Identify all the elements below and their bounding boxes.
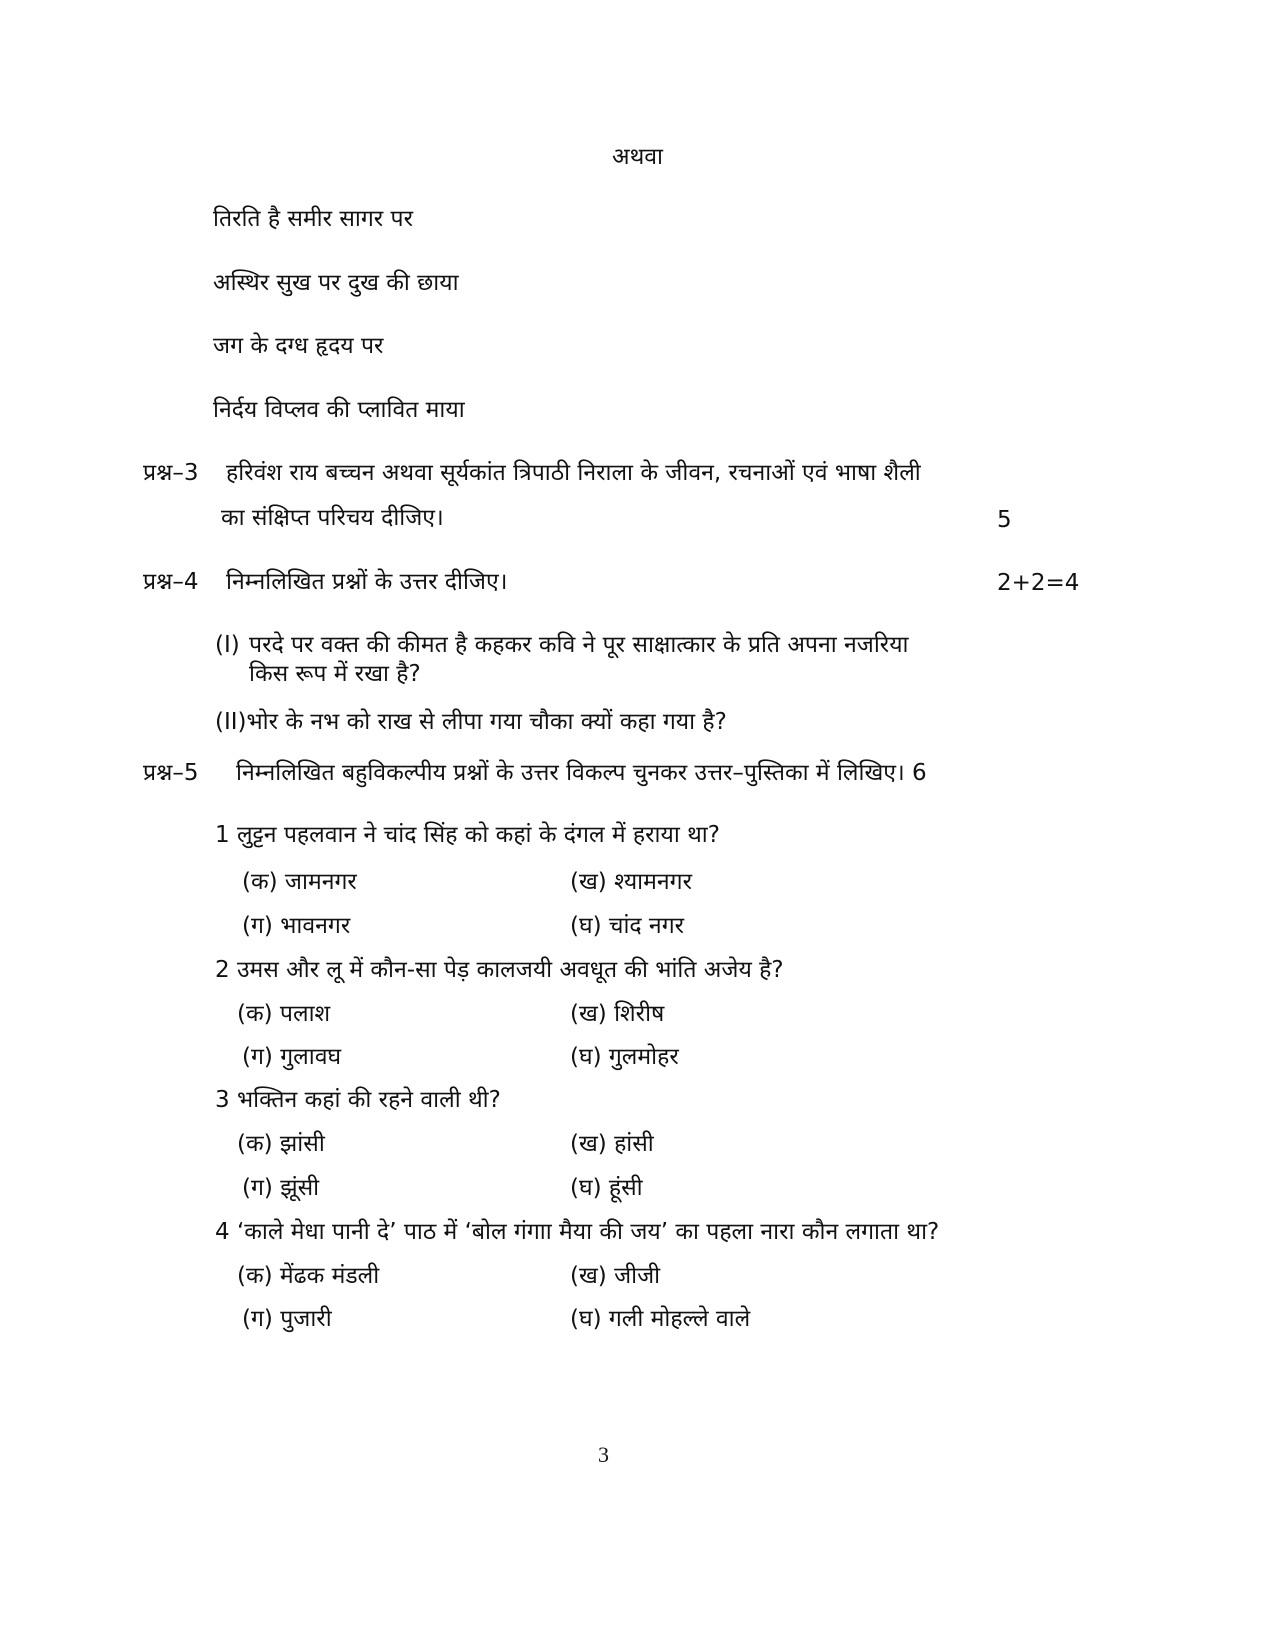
mcq-option: (ख) जीजी <box>570 1263 661 1289</box>
mcq-option: (क) जामनगर <box>242 869 357 895</box>
q3-marks: 5 <box>997 507 1012 533</box>
section-heading: अथवा <box>612 144 664 170</box>
poem-line: जग के दग्ध हृदय पर <box>213 333 384 359</box>
mcq-option: (क) झांसी <box>237 1131 325 1157</box>
q4-label: प्रश्न–4 <box>143 569 199 595</box>
mcq-option: (घ) चांद नगर <box>570 913 685 939</box>
q4-sub1-line: किस रूप में रखा है? <box>249 661 421 687</box>
mcq-question: 4 ‘काले मेधा पानी दे’ पाठ में ‘बोल गंगाा मैया की जय’ का पहला नारा कौन लगाता था? <box>215 1219 940 1245</box>
mcq-option: (ख) श्यामनगर <box>570 869 693 895</box>
q5-label: प्रश्न–5 <box>143 760 199 786</box>
mcq-option: (क) पलाश <box>237 1001 331 1027</box>
mcq-question: 2 उमस और लू में कौन-सा पेड़ कालजयी अवधूत की भांति अजेय है? <box>215 957 784 983</box>
poem-line: तिरति है समीर सागर पर <box>213 206 413 232</box>
q4-sub1-marker: (I) <box>215 632 240 658</box>
q3-text-line: का संक्षिप्त परिचय दीजिए। <box>221 505 444 531</box>
q4-sub2: (II)भोर के नभ को राख से लीपा गया चौका क्यों कहा गया है? <box>215 709 727 735</box>
poem-line: अस्थिर सुख पर दुख की छाया <box>213 270 459 296</box>
mcq-option: (घ) गली मोहल्ले वाले <box>570 1306 751 1332</box>
q3-text-line: हरिवंश राय बच्चन अथवा सूर्यकांत त्रिपाठी निराला के जीवन, रचनाओं एवं भाषा शैली <box>226 460 921 486</box>
mcq-question: 3 भक्तिन कहां की रहने वाली थी? <box>215 1087 501 1113</box>
q4-sub1-line: परदे पर वक्त की कीमत है कहकर कवि ने पूर साक्षात्कार के प्रति अपना नजरिया <box>249 632 909 658</box>
mcq-option: (ख) हांसी <box>570 1131 654 1157</box>
mcq-question: 1 लुट्टन पहलवान ने चांद सिंह को कहां के दंगल में हराया था? <box>215 822 720 848</box>
q4-text: निम्नलिखित प्रश्नों के उत्तर दीजिए। <box>226 569 508 595</box>
mcq-option: (ग) झूंसी <box>242 1175 320 1201</box>
mcq-option: (ग) पुजारी <box>242 1306 332 1332</box>
poem-line: निर्दय विप्लव की प्लावित माया <box>213 397 465 423</box>
mcq-option: (घ) हूंसी <box>570 1175 643 1201</box>
mcq-option: (ग) भावनगर <box>242 913 351 939</box>
mcq-option: (ग) गुलावघ <box>242 1044 342 1070</box>
page-number: 3 <box>598 1442 609 1467</box>
mcq-option: (क) मेंढक मंडली <box>237 1263 380 1289</box>
q3-label: प्रश्न–3 <box>143 460 199 486</box>
q5-text: निम्नलिखित बहुविकल्पीय प्रश्नों के उत्तर विकल्प चुनकर उत्तर–पुस्तिका में लिखिए। 6 <box>236 760 927 786</box>
mcq-option: (ख) शिरीष <box>570 1001 665 1027</box>
q4-marks: 2+2=4 <box>997 570 1080 596</box>
mcq-option: (घ) गुलमोहर <box>570 1044 679 1070</box>
